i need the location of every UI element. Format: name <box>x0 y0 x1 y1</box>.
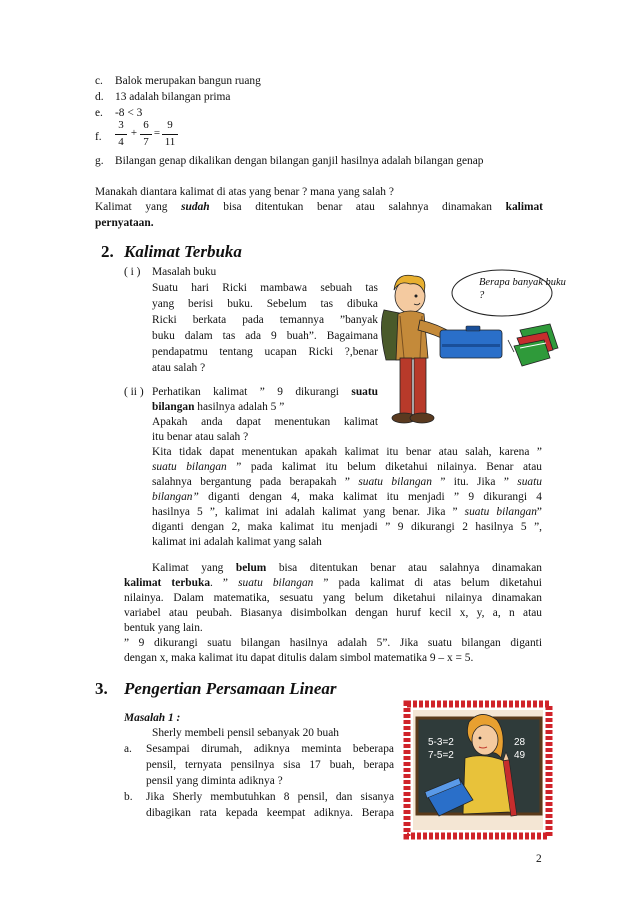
list-item-g: Bilangan genap dikalikan dengan bilangan ganjil hasilnya adalah bilangan genap <box>115 155 484 167</box>
item-i-line-3: Ricki berkata pada temannya ”banyak <box>152 314 378 326</box>
section-3-number: 3. <box>95 679 108 698</box>
para-line-7: dengan x, maka kalimat itu dapat ditulis dalam simbol matematika 9 – x = 5. <box>124 652 474 664</box>
para-line-6: ” 9 dikurangi suatu bilangan hasilnya adalah 5”. Jika suatu bilangan diganti <box>124 637 542 649</box>
para-line-2: kalimat terbuka. ” suatu bilangan ” pada kalimat di atas belum diketahui <box>124 577 542 589</box>
section-3-title: Pengertian Persamaan Linear <box>124 679 337 698</box>
masalah-a-line-3: pensil yang diminta adiknya ? <box>146 775 283 787</box>
fraction-b-denominator: 7 <box>143 136 149 148</box>
explanation-line-4: bilangan” diganti dengan 4, maka kalimat itu menjadi ” 9 dikurangi 4 <box>152 491 542 503</box>
list-marker-f: f. <box>95 131 102 143</box>
item-i-marker: ( i ) <box>124 266 141 278</box>
masalah-b-marker: b. <box>124 791 133 803</box>
speech-bubble-text: Berapa banyak buku ? <box>479 277 566 301</box>
masalah-heading: Masalah 1 : <box>124 712 181 724</box>
list-item-c: Balok merupakan bangun ruang <box>115 75 261 87</box>
list-marker-d: d. <box>95 91 104 103</box>
explanation-line-2: suatu bilangan ” pada kalimat itu belum diketahui nilainya. Benar atau <box>152 461 542 473</box>
intro-definition-term: pernyataan. <box>95 217 154 229</box>
para-line-3: nilainya. Dalam matematika, sesuatu yang belum diketahui nilainya dinamakan <box>124 592 542 604</box>
item-i-line-5: pendapatmu tentang ucapan Ricki ?,benar <box>152 346 378 358</box>
masalah-b-line-1: Jika Sherly membutuhkan 8 pensil, dan sisanya <box>146 791 394 803</box>
list-item-e: -8 < 3 <box>115 107 143 119</box>
fraction-c-bar <box>162 134 178 135</box>
intro-question: Manakah diantara kalimat di atas yang benar ? mana yang salah ? <box>95 186 394 198</box>
item-i-line-6: atau salah ? <box>152 362 206 374</box>
fraction-c-denominator: 11 <box>164 136 176 148</box>
masalah-a-line-1: Sesampai dirumah, adiknya meminta beberapa <box>146 743 394 755</box>
item-i-line-1: Suatu hari Ricki mambawa sebuah tas <box>152 282 378 294</box>
masalah-a-marker: a. <box>124 743 132 755</box>
list-marker-g: g. <box>95 155 104 167</box>
item-ii-line-2: bilangan hasilnya adalah 5 ” <box>152 401 285 413</box>
masalah-a-line-2: pensil, ternyata pensilnya sisa 17 buah, berapa <box>146 759 394 771</box>
list-marker-c: c. <box>95 75 103 87</box>
intro-definition: Kalimat yang sudah bisa ditentukan benar atau salahnya dinamakan kalimat <box>95 201 543 213</box>
fraction-c-numerator: 9 <box>167 119 173 131</box>
explanation-line-6: diganti dengan 2, maka kalimat itu menjadi ” 9 dikurangi 2 hasilnya 5 ”, <box>152 521 542 533</box>
para-line-4: variabel atau peubah. Biasanya disimbolkan dengan huruf kecil x, y, a, n atau <box>124 607 542 619</box>
item-i-line-4: buku dalam tas ada 9 buah”. Bagaimana <box>152 330 378 342</box>
fraction-b-numerator: 6 <box>143 119 149 131</box>
item-i-heading: Masalah buku <box>152 266 217 278</box>
board-number-2: 49 <box>514 750 526 761</box>
fraction-a-bar <box>115 134 127 135</box>
explanation-line-1: Kita tidak dapat menentukan apakah kalimat itu benar atau salah, karena ” <box>152 446 542 458</box>
para-line-5: bentuk yang lain. <box>124 622 203 634</box>
item-ii-line-3: Apakah anda dapat menentukan kalimat <box>152 416 378 428</box>
list-marker-e: e. <box>95 107 103 119</box>
fraction-a-numerator: 3 <box>118 119 124 131</box>
list-item-d: 13 adalah bilangan prima <box>115 91 231 103</box>
section-2-number: 2. <box>101 242 114 261</box>
girl-blackboard-illustration <box>403 700 553 840</box>
books-icon <box>514 324 558 366</box>
item-ii-line-4: itu benar atau salah ? <box>152 431 249 443</box>
item-ii-line-1: Perhatikan kalimat ” 9 dikurangi suatu <box>152 386 378 398</box>
masalah-intro: Sherly membeli pensil sebanyak 20 buah <box>152 727 339 739</box>
board-number-1: 28 <box>514 737 526 748</box>
explanation-line-3: salahnya bergantung pada berapakah ” suatu bilangan ” itu. Jika ” suatu <box>152 476 542 488</box>
masalah-b-line-2: dibagikan rata kepada keempat adiknya. Berapa <box>146 807 394 819</box>
equals-sign: = <box>153 127 161 139</box>
page-number: 2 <box>536 853 542 865</box>
fraction-a-denominator: 4 <box>118 136 124 148</box>
item-i-line-2: yang berisi buku. Sebelum tas dibuka <box>152 298 378 310</box>
board-equation-2: 7-5=2 <box>428 750 454 761</box>
explanation-line-5: hasilnya 5 ”, kalimat ini adalah kalimat yang benar. Jika ” suatu bilangan” <box>152 506 542 518</box>
section-2-title: Kalimat Terbuka <box>124 242 242 261</box>
para-line-1: Kalimat yang belum bisa ditentukan benar atau salahnya dinamakan <box>152 562 542 574</box>
plus-sign: + <box>130 127 138 139</box>
board-equation-1: 5-3=2 <box>428 737 454 748</box>
explanation-line-7: kalimat ini adalah kalimat yang salah <box>152 536 322 548</box>
item-ii-marker: ( ii ) <box>124 386 144 398</box>
